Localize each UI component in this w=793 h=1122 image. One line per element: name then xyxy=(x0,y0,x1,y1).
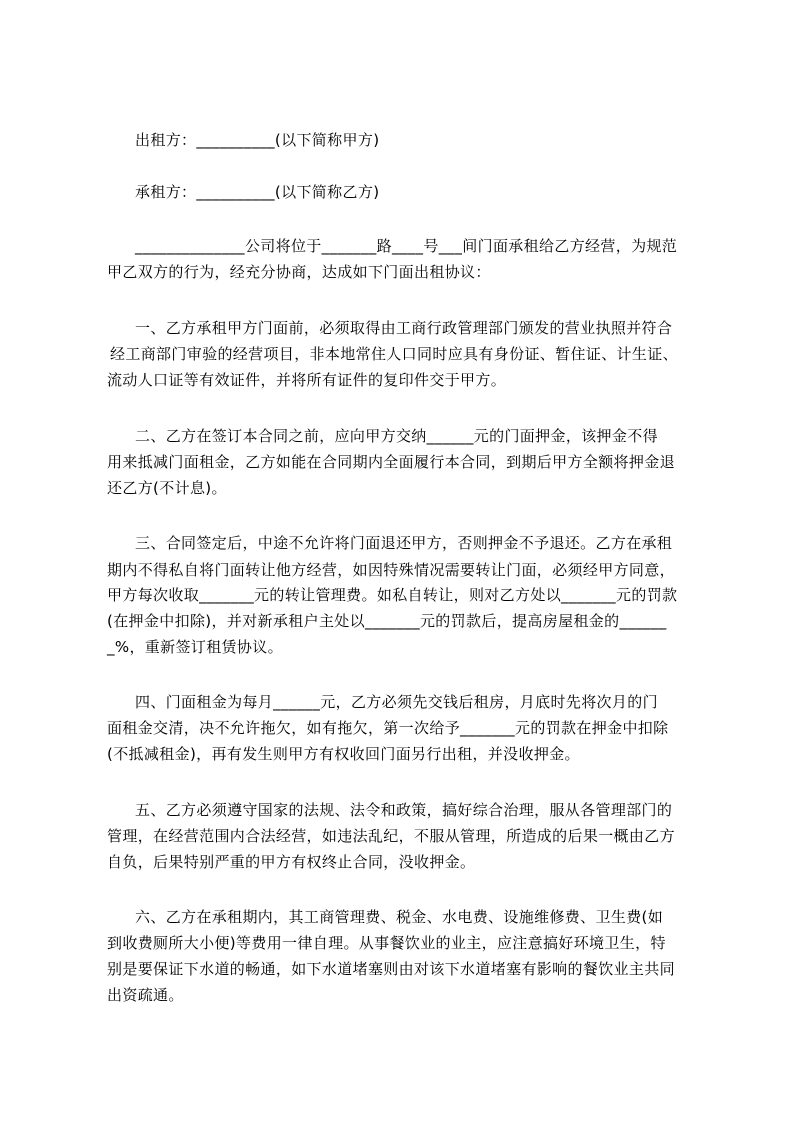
clause-5-line-1: 五、乙方必须遵守国家的法规、法令和政策，搞好综合治理，服从各管理部门的 xyxy=(135,801,673,819)
clause-4-line-3: (不抵减租金)，再有发生则甲方有权收回门面另行出租，并没收押金。 xyxy=(107,745,580,763)
clause-1-line-2: 经工商部门审验的经营项目，非本地常住人口同时应具有身份证、暂住证、计生证、 xyxy=(110,345,678,363)
intro-line-1: ______________公司将位于_______路____号___间门面承租给乙方经营，为规范 xyxy=(135,237,678,255)
clause-6-line-1: 六、乙方在承租期内，其工商管理费、税金、水电费、设施维修费、卫生费(如 xyxy=(135,908,664,926)
clause-5-line-3: 自负，后果特别严重的甲方有权终止合同，没收押金。 xyxy=(107,853,476,871)
clause-6-line-3: 别是要保证下水道的畅通，如下水道堵塞则由对该下水道堵塞有影响的餐饮业主共同 xyxy=(107,960,675,978)
clause-5-line-2: 管理，在经营范围内合法经营，如违法乱纪，不服从管理，所造成的后果一概由乙方 xyxy=(107,827,675,845)
clause-3-line-2: 期内不得私自将门面转让他方经营，如因特殊情况需要转让门面，必须经甲方同意， xyxy=(107,561,675,579)
clause-3-line-3: 甲方每次收取_______元的转让管理费。如私自转让，则对乙方处以_______元的罚款 xyxy=(107,586,678,604)
lessee-line: 承租方：__________(以下简称乙方) xyxy=(135,183,380,201)
clause-1-line-1: 一、乙方承租甲方门面前，必须取得由工商行政管理部门颁发的营业执照并符合 xyxy=(135,319,673,337)
clause-1-line-3: 流动人口证等有效证件，并将所有证件的复印件交于甲方。 xyxy=(107,371,507,389)
clause-2-line-1: 二、乙方在签订本合同之前，应向甲方交纳______元的门面押金，该押金不得 xyxy=(135,427,658,445)
clause-3-line-5: _%，重新签订租赁协议。 xyxy=(107,638,283,656)
clause-4-line-1: 四、门面租金为每月______元，乙方必须先交钱后租房，月底时先将次月的门 xyxy=(135,693,658,711)
lessor-line: 出租方：__________(以下简称甲方) xyxy=(135,131,380,149)
clause-6-line-2: 到收费厕所大小便)等费用一律自理。从事餐饮业的业主，应注意搞好环境卫生，特 xyxy=(107,934,666,952)
clause-2-line-2: 用来抵减门面租金，乙方如能在合同期内全面履行本合同，到期后甲方全额将押金退 xyxy=(107,453,675,471)
clause-2-line-3: 还乙方(不计息)。 xyxy=(107,479,227,497)
clause-3-line-4: (在押金中扣除)，并对新承租户主处以_______元的罚款后，提高房屋租金的______ xyxy=(107,612,667,630)
clause-4-line-2: 面租金交清，决不允许拖欠，如有拖欠，第一次给予_______元的罚款在押金中扣除 xyxy=(107,719,669,737)
intro-line-2: 甲乙双方的行为，经充分协商，达成如下门面出租协议： xyxy=(107,263,491,281)
clause-3-line-1: 三、合同签定后，中途不允许将门面退还甲方，否则押金不予退还。乙方在承租 xyxy=(135,534,673,552)
clause-6-line-4: 出资疏通。 xyxy=(107,986,184,1004)
